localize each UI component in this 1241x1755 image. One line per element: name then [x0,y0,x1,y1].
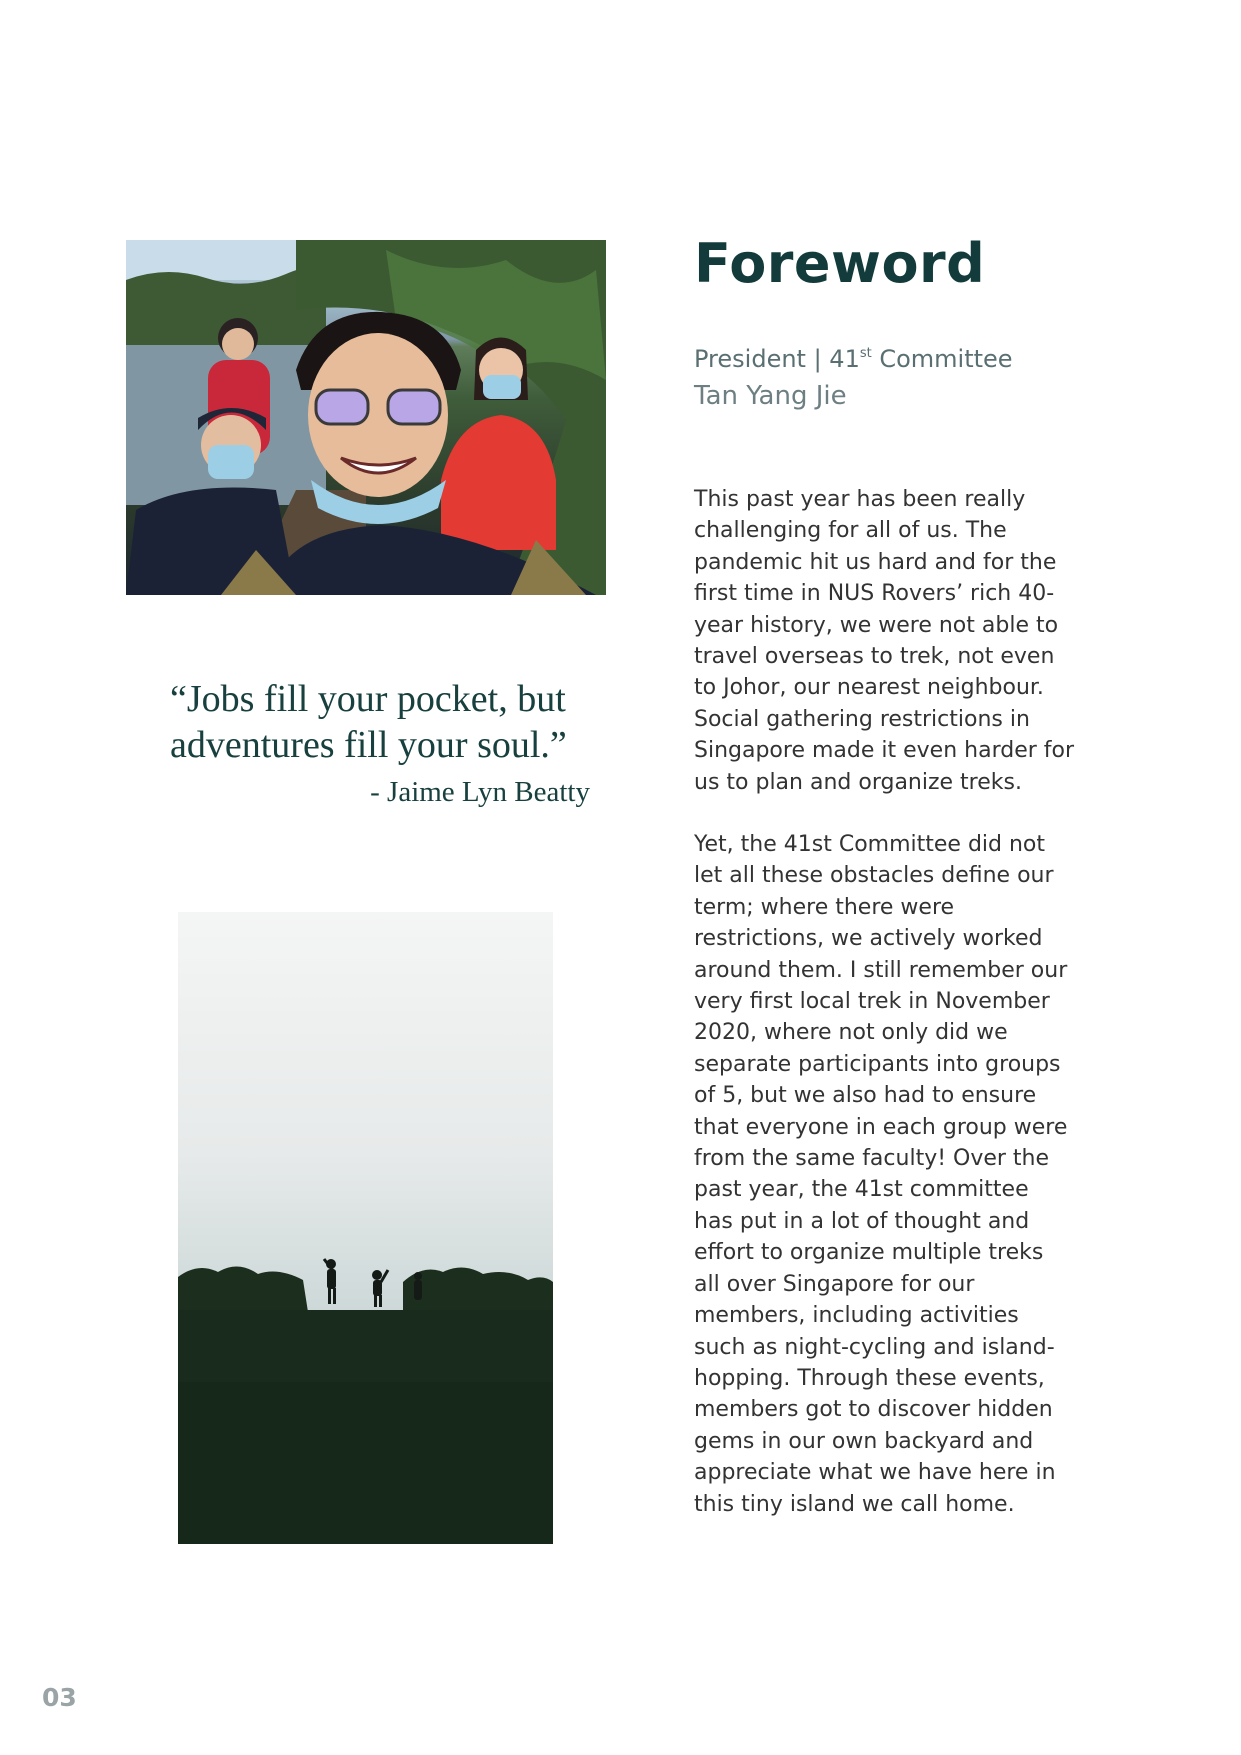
role-prefix: President | 41 [694,345,860,373]
role-superscript: st [859,346,872,361]
body-paragraph-2: Yet, the 41st Committee did not let all these obstacles define our term; where there were restrictions, we actively worked around them. I still remember our very first local trek in November 2020, where not only did we separate participants into groups of 5, but we also had to ensure that everyone in each group were from the same faculty! Over the past year, the 41st committee has put in a lot of thought and effort to organize multiple treks all over Singapore for our members, including activities such as night-cycling and island-hopping. Through these events, members got to discover hidden gems in our own backyard and appreciate what we have here in this tiny island we call home. [694,832,1068,1517]
page-number: 03 [42,1683,77,1712]
quote-author: - Jaime Lyn Beatty [370,776,590,808]
author-role [694,345,1013,373]
hilltop-silhouette-photo [178,912,553,1544]
author-name: Tan Yang Jie [694,381,847,411]
page-title: Foreword [694,232,986,295]
body-paragraph-1: This past year has been really challenging for all of us. The pandemic hit us hard and for the first time in NUS Rovers’ rich 40-year history, we were not able to travel overseas to trek, not even to Johor, our nearest neighbour. Social gathering restrictions in Singapore made it even harder for us to plan and organize treks. [694,487,1075,795]
role-suffix: Committee [871,345,1013,373]
group-selfie-photo [126,240,606,595]
quote-text: “Jobs fill your pocket, but adventures fill your soul.” [170,678,567,766]
